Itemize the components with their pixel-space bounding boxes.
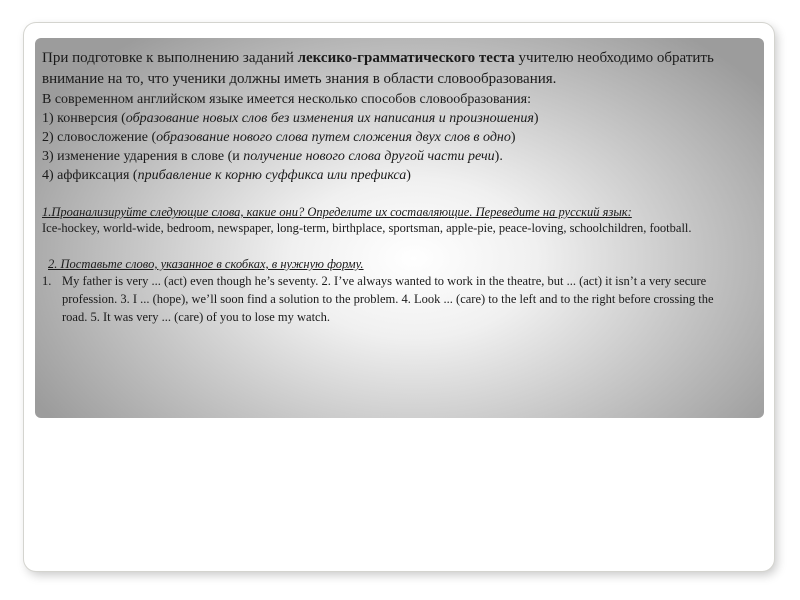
intro-text-start: При подготовке к выполнению заданий (42, 50, 298, 66)
intro-bold-term: лексико-грамматического теста (297, 50, 515, 66)
task2-list-number: 1. (42, 274, 52, 288)
task2-title: 2. Поставьте слово, указанное в скобках, в нужную форму. (48, 257, 364, 271)
task2-sentences (42, 272, 756, 326)
method-item: 1) конверсия (образование новых слов без изменения их написания и произношения) (42, 111, 539, 126)
task2-text: My father is very ... (act) even though he’s seventy. 2. I’ve always wanted to work in the theatre, but ... (act) it isn’t a very secure profession. 3. I ... (hope), we’ll soon find a solution to the problem. 4. Look ... (care) to the left and to the right before crossing the road. 5. It was very ... (care) of you to lose my watch. (62, 274, 714, 324)
intro-paragraph (42, 48, 756, 90)
methods-intro: В современном английском языке имеется несколько способов словообразования: (42, 92, 531, 107)
method-item: 2) словосложение (образование нового слова путем сложения двух слов в одно) (42, 130, 516, 145)
task1-title: 1.Проанализируйте следующие слова, какие они? Определите их составляющие. Переведите на русский язык: (42, 205, 632, 219)
task1-word-list: Ice-hockey, world-wide, bedroom, newspaper, long-term, birthplace, sportsman, apple-pie, peace-loving, schoolchildren, football. (42, 221, 692, 235)
method-item: 3) изменение ударения в слове (и получение нового слова другой части речи). (42, 149, 503, 164)
content-panel (35, 38, 764, 418)
intro-text-end: учителю необходимо обратить внимание на то, что ученики должны иметь знания в области словообразования. (42, 50, 714, 87)
method-item: 4) аффиксация (прибавление к корню суффикса или префикса) (42, 168, 411, 183)
